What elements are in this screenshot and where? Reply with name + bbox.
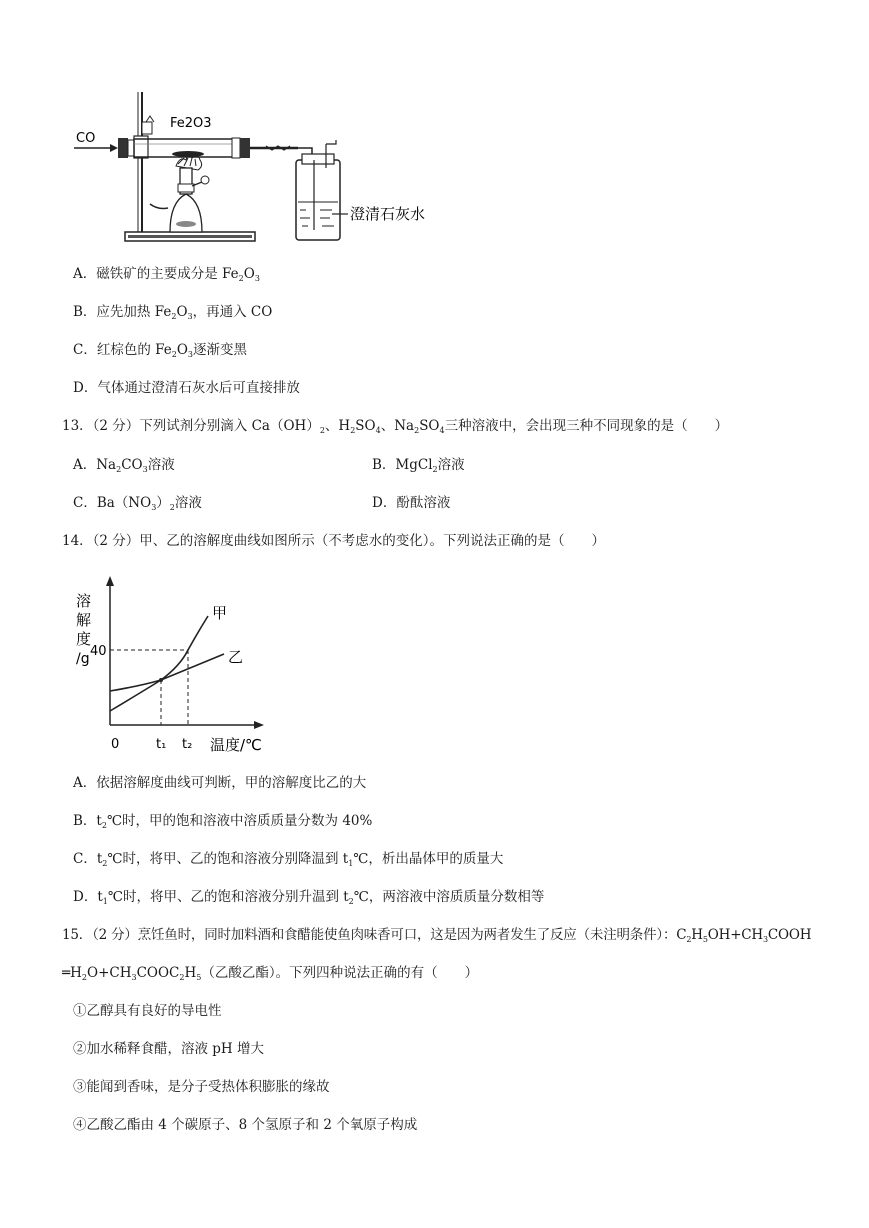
y-axis-label-2: 解 bbox=[76, 611, 92, 629]
q14-option-b: B．$t_2℃$时，甲的饱和溶液中溶质质量分数为 40% bbox=[73, 813, 373, 830]
q13-stem: 13．（2 分）下列试剂分别滴入 $Ca(OH)_2$、$H_2SO_4$、$Na_2SO_4$三种溶液中，会出现三种不同现象的是（ ） bbox=[62, 418, 729, 435]
y-tick-40: 40 bbox=[90, 644, 107, 659]
q13-option-b: B．MgCl$_2$溶液 bbox=[372, 457, 465, 474]
q13-option-c: C．$Ba(NO_3)_2$溶液 bbox=[73, 495, 202, 512]
y-axis-label-1: 溶 bbox=[76, 592, 92, 610]
series-label-yi: 乙 bbox=[228, 648, 244, 666]
q14-option-a: A．依据溶解度曲线可判断，甲的溶解度比乙的大 bbox=[73, 775, 367, 791]
x-tick-t1: t₁ bbox=[156, 737, 167, 752]
q15-statement-3: ③能闻到香味，是分子受热体积膨胀的缘故 bbox=[73, 1079, 330, 1095]
q13-option-a: A．$Na_2CO_3$溶液 bbox=[73, 457, 175, 474]
origin-label: 0 bbox=[111, 737, 120, 752]
q12-option-d: D．气体通过澄清石灰水后可直接排放 bbox=[73, 380, 300, 396]
q15-statement-1: ①乙醇具有良好的导电性 bbox=[73, 1003, 222, 1019]
limewater-label: 澄清石灰水 bbox=[350, 205, 426, 223]
co-label: CO bbox=[76, 131, 96, 146]
x-tick-t2: t₂ bbox=[182, 737, 193, 752]
q15-stem-line-1: 15．（2 分）烹饪鱼时，同时加料酒和食醋能使鱼肉味香可口，这是因为两者发生了反应（未注明条件）：$C_2H_5OH+CH_3COOH$ bbox=[62, 927, 812, 944]
q12-option-c: C．红棕色的 $Fe_2O_3$逐渐变黑 bbox=[73, 342, 248, 359]
curve-yi bbox=[110, 654, 224, 691]
q15-stem-line-2: $═H_2O+CH_3COOC_2H_5$（乙酸乙酯）。下列四种说法正确的有（ ） bbox=[62, 965, 479, 982]
co-reduction-apparatus-figure bbox=[70, 84, 450, 249]
x-axis-label: 温度/℃ bbox=[210, 736, 262, 754]
series-label-jia: 甲 bbox=[212, 604, 228, 622]
fe2o3-label: Fe2O3 bbox=[170, 116, 212, 131]
q14-option-d: D．$t_1℃$时，将甲、乙的饱和溶液分别升温到 $t_2℃$，两溶液中溶质质量分数相等 bbox=[73, 889, 545, 906]
q15-statement-4: ④乙酸乙酯由 4 个碳原子、8 个氢原子和 2 个氧原子构成 bbox=[73, 1117, 418, 1133]
q14-option-c: C．$t_2℃$时，将甲、乙的饱和溶液分别降温到 $t_1℃$，析出晶体甲的质量大 bbox=[73, 851, 504, 868]
y-axis-label-4: /g bbox=[76, 651, 90, 667]
q12-option-b: B．应先加热 $Fe_2O_3$，再通入 CO bbox=[73, 304, 273, 321]
q12-option-a: A．磁铁矿的主要成分是 $Fe_2O_3$ bbox=[73, 266, 260, 283]
q15-statement-2: ②加水稀释食醋，溶液 pH 增大 bbox=[73, 1041, 264, 1057]
q13-option-d: D．酚酞溶液 bbox=[372, 495, 451, 511]
y-axis-label-3: 度 bbox=[76, 630, 92, 648]
curve-jia bbox=[110, 616, 208, 711]
solubility-curve-graph bbox=[70, 570, 270, 760]
q14-stem: 14．（2 分）甲、乙的溶解度曲线如图所示（不考虑水的变化）。下列说法正确的是（ ） bbox=[62, 533, 606, 549]
